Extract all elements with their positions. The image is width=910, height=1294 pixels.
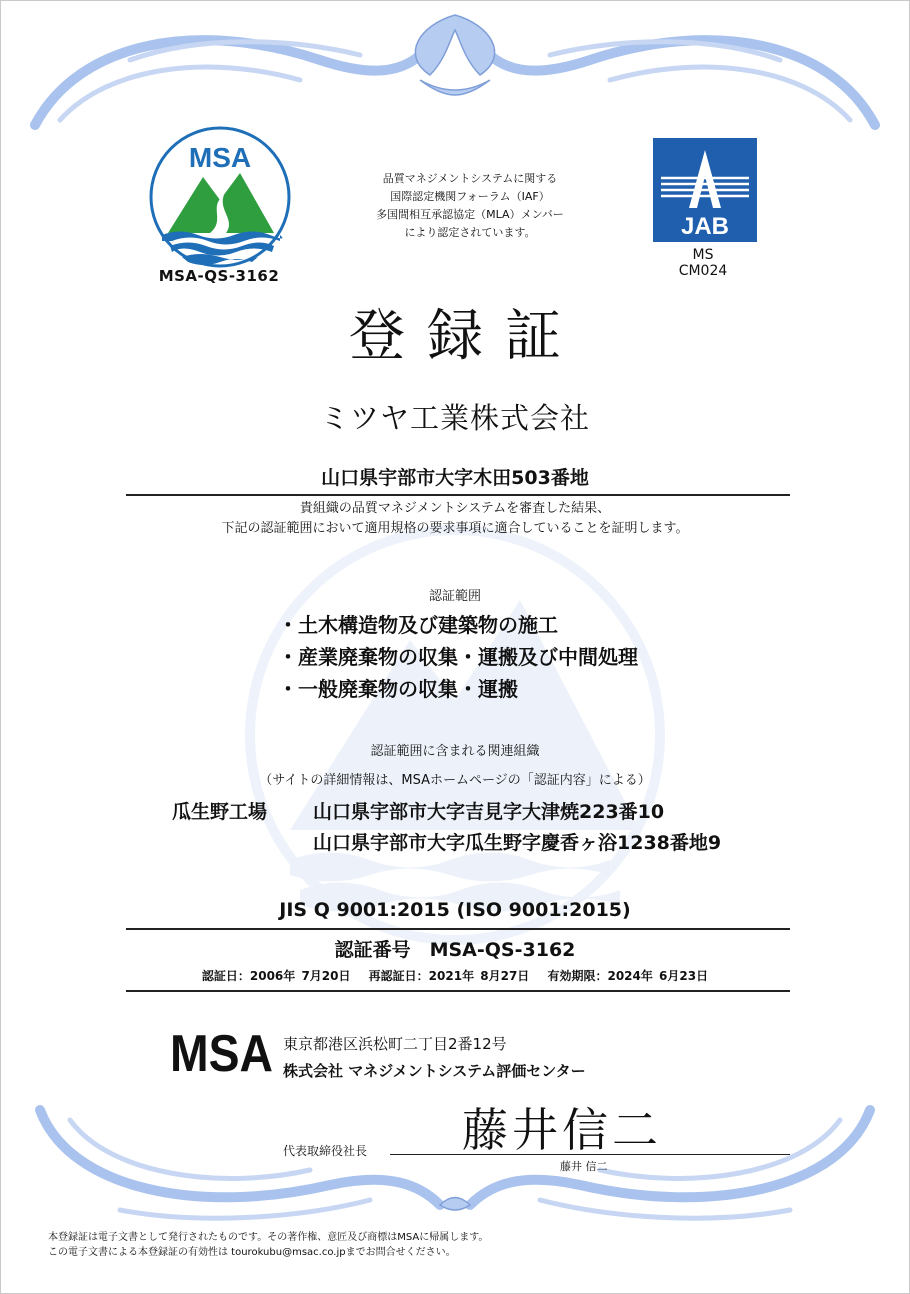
certificate-title: 登録証 xyxy=(349,304,583,369)
jab-ms-label: MS xyxy=(692,247,714,263)
company-address: 山口県宇部市大字木田503番地 xyxy=(321,467,589,489)
site-address: 山口県宇部市大字吉見字大津焼223番10 xyxy=(313,801,665,823)
scope-item: ・土木構造物及び建築物の施工 xyxy=(278,613,558,637)
msa-emblem-text: MSA xyxy=(188,142,252,173)
company-name: ミツヤ工業株式会社 xyxy=(319,401,590,435)
iaf-line: 国際認定機関フォーラム（IAF） xyxy=(390,190,550,203)
representative-title: 代表取締役社長 xyxy=(283,1144,368,1158)
issuer-name: 株式会社 マネジメントシステム評価センター xyxy=(283,1062,586,1080)
signature: 藤井信二 xyxy=(462,1103,662,1157)
site-addresses xyxy=(313,797,721,859)
scope-item: ・一般廃棄物の収集・運搬 xyxy=(278,677,518,701)
top-ornament xyxy=(0,0,910,150)
scope-item: ・産業廃棄物の収集・運搬及び中間処理 xyxy=(278,645,638,669)
iaf-notice xyxy=(340,170,600,242)
certificate-dates: 認証日：2006年 7月20日 再認証日：2021年 8月27日 有効期限：2024年 6月23日 xyxy=(201,969,709,983)
footer-note xyxy=(48,1230,488,1260)
issuer-address: 東京都港区浜松町二丁目2番12号 xyxy=(283,1035,507,1053)
divider xyxy=(126,928,790,930)
scope-list xyxy=(278,609,638,705)
footer-line: この電子文書による本登録証の有効性は tourokubu@msac.co.jpまでお問合せください。 xyxy=(48,1247,456,1258)
iaf-line: 品質マネジメントシステムに関する xyxy=(382,172,558,185)
iaf-line: により認定されています。 xyxy=(404,226,536,239)
iaf-line: 多国間相互承認協定（MLA）メンバー xyxy=(376,208,564,221)
bottom-ornament xyxy=(0,1090,910,1230)
certificate-number: 認証番号 MSA-QS-3162 xyxy=(334,939,576,961)
standard: JIS Q 9001:2015 (ISO 9001:2015) xyxy=(279,899,631,921)
jab-logo xyxy=(653,138,757,242)
related-heading: 認証範囲に含まれる関連組織 xyxy=(370,744,540,759)
jab-cm-number: CM024 xyxy=(678,263,728,279)
related-note: （サイトの詳細情報は、MSAホームページの「認証内容」による） xyxy=(259,773,651,788)
divider xyxy=(126,494,790,496)
statement-line: 貴組織の品質マネジメントシステムを審査した結果、 xyxy=(299,501,611,516)
divider xyxy=(126,990,790,992)
footer-line: 本登録証は電子文書として発行されたものです。その著作権、意匠及び商標はMSAに帰属します。 xyxy=(48,1232,489,1243)
msa-wordmark xyxy=(170,1027,275,1075)
certification-statement xyxy=(0,499,910,539)
site-name: 瓜生野工場 xyxy=(172,801,268,823)
jab-text: JAB xyxy=(680,213,730,240)
signature-line xyxy=(390,1154,790,1155)
statement-line: 下記の認証範囲において適用規格の要求事項に適合していることを証明します。 xyxy=(221,521,689,536)
site-address: 山口県宇部市大字瓜生野字慶香ヶ浴1238番地9 xyxy=(313,832,722,854)
msa-emblem xyxy=(148,125,293,270)
scope-heading: 認証範囲 xyxy=(428,589,481,604)
representative-name: 藤井 信二 xyxy=(560,1160,608,1173)
msa-registration-id: MSA-QS-3162 xyxy=(158,267,280,285)
msa-wordmark-text: MSA xyxy=(170,1027,273,1075)
jab-accreditation xyxy=(648,247,758,279)
